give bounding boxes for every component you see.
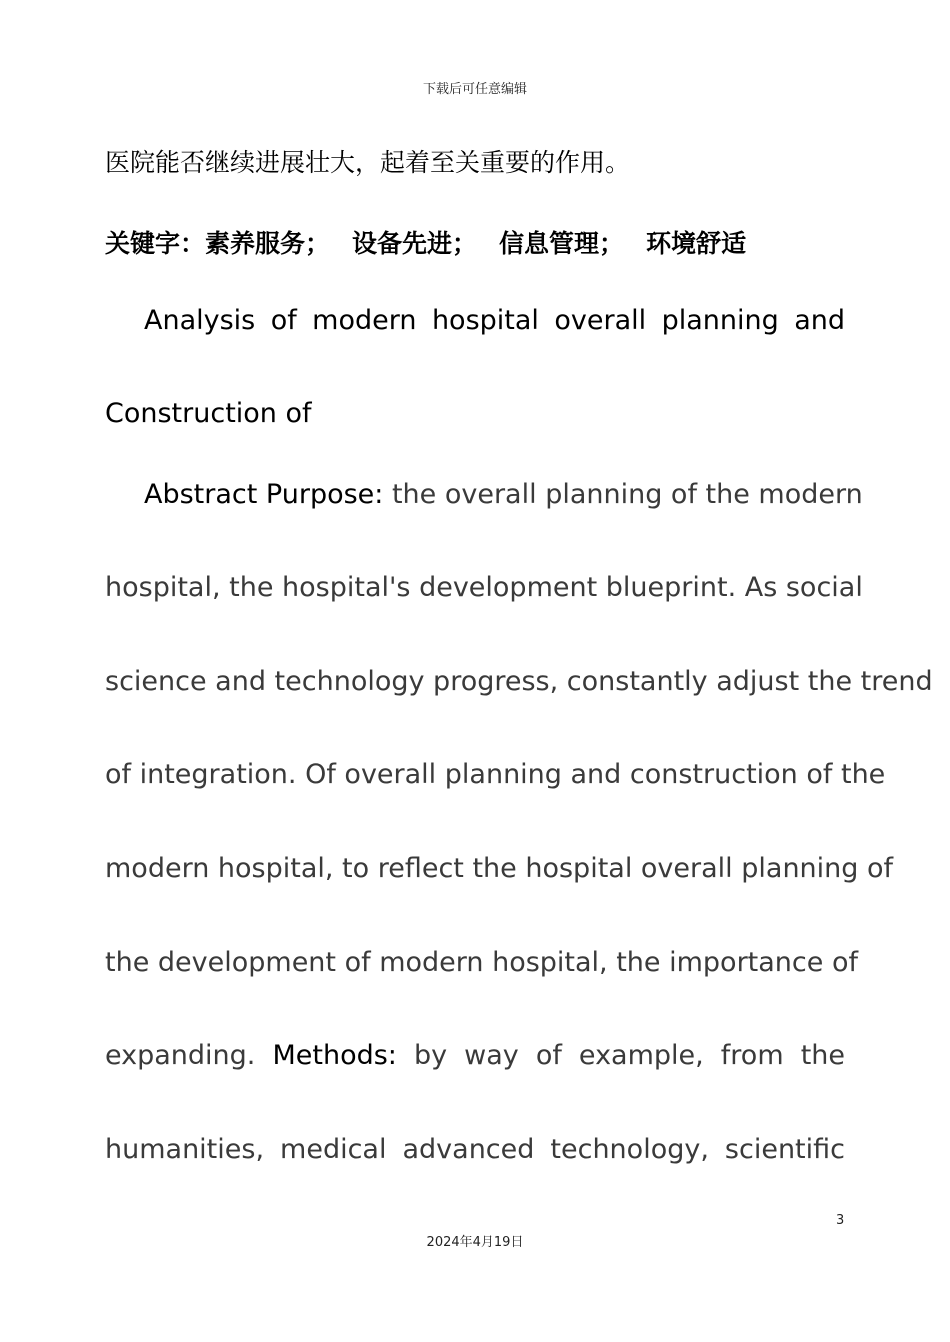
- abstract-purpose-label: Abstract Purpose:: [144, 479, 384, 510]
- abstract-en-line-3: science and technology progress, constantly adjust the trend: [105, 666, 933, 697]
- abstract-en-line-4: of integration. Of overall planning and construction of the: [105, 759, 886, 790]
- keyword-4: 环境舒适: [646, 229, 747, 258]
- page-number: 3: [836, 1213, 845, 1228]
- methods-label: Methods:: [272, 1040, 397, 1071]
- abstract-en-line-5: modern hospital, to reflect the hospital overall planning of: [105, 853, 894, 884]
- keyword-3: 信息管理；: [499, 229, 625, 258]
- abstract-en-line-1: [144, 477, 863, 513]
- abstract-en-line-7-start: expanding.: [105, 1040, 273, 1071]
- keyword-2: 设备先进；: [352, 229, 478, 258]
- abstract-cn-last-line: 医院能否继续进展壮大，起着至关重要的作用。: [105, 148, 631, 177]
- keyword-1: 素养服务；: [205, 229, 331, 258]
- abstract-en-line-7: [105, 1038, 845, 1074]
- title-en-line-1: Analysis of modern hospital overall planning and: [144, 305, 845, 336]
- header-note: 下载后可任意编辑: [422, 82, 527, 97]
- title-en-line-2: Construction of: [105, 398, 312, 429]
- abstract-en-line-1-text: the overall planning of the modern: [383, 479, 863, 510]
- keywords-label: 关键字：: [105, 229, 206, 258]
- abstract-en-line-2: hospital, the hospital's development blueprint. As social: [105, 572, 863, 603]
- abstract-en-line-7-text: by way of example, from the: [396, 1040, 846, 1071]
- abstract-en-line-8: humanities, medical advanced technology, scientific: [105, 1134, 845, 1165]
- footer-date: 2024年4月19日: [426, 1235, 524, 1250]
- keywords-line: [105, 224, 850, 260]
- abstract-en-line-6: the development of modern hospital, the importance of: [105, 947, 858, 978]
